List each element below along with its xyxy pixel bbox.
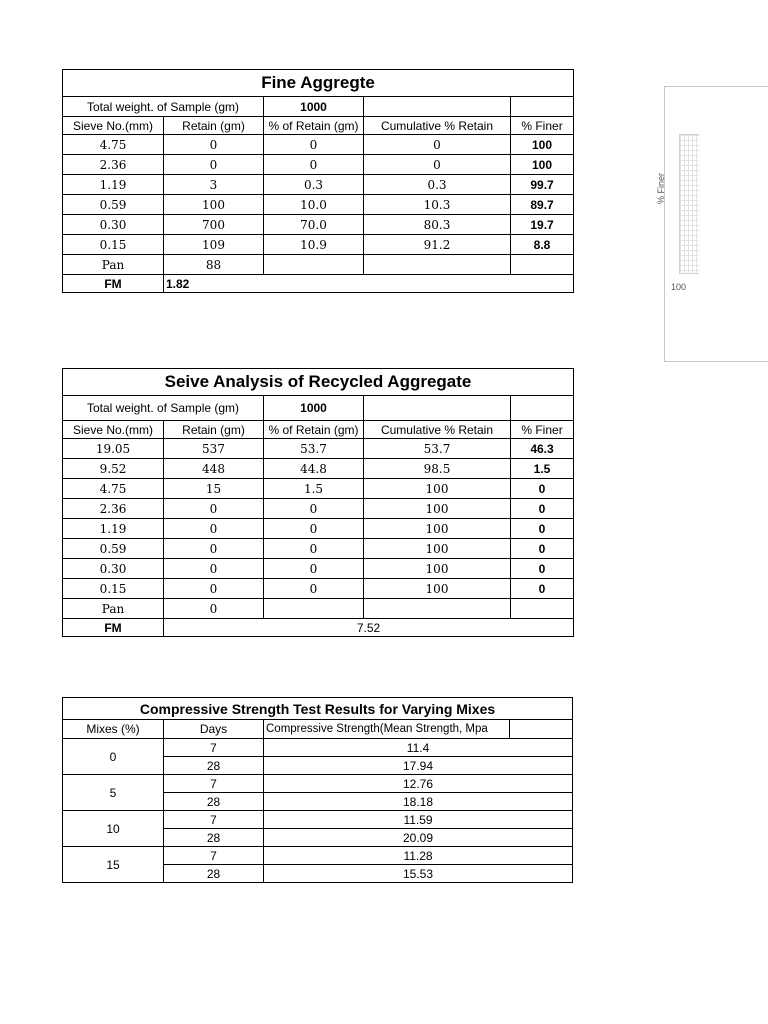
pct-finer-cell: 19.7 [511,215,574,235]
sample-weight-value: 1000 [264,97,364,117]
retain-gm-cell: 0 [164,579,264,599]
col-header-retain: Retain (gm) [164,421,264,439]
sieve-size-cell: 1.19 [63,519,164,539]
cumulative-retain-cell: 10.3 [364,195,511,215]
pan-label: Pan [63,599,164,619]
sieve-size-cell: 0.15 [63,235,164,255]
table-row [63,847,573,865]
col-header-strength: Compressive Strength(Mean Strength, Mpa [264,720,510,739]
pct-finer-cell: 89.7 [511,195,574,215]
days-cell: 7 [164,775,264,793]
strength-cell: 17.94 [264,757,573,775]
fine-aggregate-title: Fine Aggregte [63,70,574,97]
pct-finer-cell: 99.7 [511,175,574,195]
pan-label: Pan [63,255,164,275]
table-row [63,195,574,215]
cumulative-retain-cell: 53.7 [364,439,511,459]
pct-retain-cell: 10.9 [264,235,364,255]
pct-retain-cell: 44.8 [264,459,364,479]
pct-finer-cell: 100 [511,135,574,155]
pct-retain-cell: 0 [264,579,364,599]
mix-percent-cell: 0 [63,739,164,775]
fm-label: FM [63,619,164,637]
empty-cell [364,396,511,421]
retain-gm-cell: 0 [164,135,264,155]
cumulative-retain-cell: 100 [364,519,511,539]
empty-cell [511,599,574,619]
pct-retain-cell: 10.0 [264,195,364,215]
retain-gm-cell: 0 [164,499,264,519]
fm-label: FM [63,275,164,293]
table-row [63,519,574,539]
pct-retain-cell: 53.7 [264,439,364,459]
pct-retain-cell: 0 [264,539,364,559]
sieve-size-cell: 2.36 [63,155,164,175]
retain-gm-cell: 100 [164,195,264,215]
empty-cell [511,255,574,275]
mix-percent-cell: 15 [63,847,164,883]
strength-cell: 11.4 [264,739,573,757]
table-row [63,439,574,459]
pct-finer-cell: 46.3 [511,439,574,459]
sieve-size-cell: 0.59 [63,539,164,559]
col-header-retain: Retain (gm) [164,117,264,135]
pct-retain-cell: 0 [264,499,364,519]
col-header-finer: % Finer [511,421,574,439]
fine-aggregate-rows [63,135,574,255]
retain-gm-cell: 109 [164,235,264,255]
pct-finer-cell: 0 [511,559,574,579]
empty-cell [511,97,574,117]
days-cell: 7 [164,811,264,829]
pct-finer-cell: 0 [511,579,574,599]
pan-retain: 88 [164,255,264,275]
table-row [63,175,574,195]
retain-gm-cell: 0 [164,519,264,539]
empty-cell [510,720,573,739]
cumulative-retain-cell: 100 [364,499,511,519]
strength-cell: 12.76 [264,775,573,793]
sieve-size-cell: 0.59 [63,195,164,215]
empty-cell [364,97,511,117]
col-header-cumulative: Cumulative % Retain [364,421,511,439]
pct-finer-cell: 8.8 [511,235,574,255]
pct-retain-cell: 0 [264,155,364,175]
pct-retain-cell: 70.0 [264,215,364,235]
fm-value: 7.52 [164,619,574,637]
sieve-size-cell: 2.36 [63,499,164,519]
col-header-days: Days [164,720,264,739]
compressive-strength-table [62,697,573,883]
col-header-pct-retain: % of Retain (gm) [264,421,364,439]
chart-y-axis-label: % Finer [656,172,666,204]
days-cell: 28 [164,793,264,811]
pct-finer-cell: 0 [511,499,574,519]
table-row [63,539,574,559]
col-header-finer: % Finer [511,117,574,135]
cumulative-retain-cell: 100 [364,479,511,499]
sieve-size-cell: 0.30 [63,215,164,235]
chart-x-tick-label: 100 [671,282,687,292]
retain-gm-cell: 700 [164,215,264,235]
cumulative-retain-cell: 100 [364,559,511,579]
sieve-size-cell: 4.75 [63,479,164,499]
days-cell: 7 [164,739,264,757]
strength-cell: 18.18 [264,793,573,811]
sample-weight-label: Total weight. of Sample (gm) [63,396,264,421]
sieve-size-cell: 0.15 [63,579,164,599]
table-row [63,499,574,519]
retain-gm-cell: 3 [164,175,264,195]
strength-cell: 20.09 [264,829,573,847]
table-row [63,775,573,793]
retain-gm-cell: 0 [164,155,264,175]
recycled-aggregate-rows [63,439,574,599]
pct-retain-cell: 0 [264,519,364,539]
table-row [63,559,574,579]
table-row [63,135,574,155]
table-row [63,215,574,235]
empty-cell [364,599,511,619]
sample-weight-label: Total weight. of Sample (gm) [63,97,264,117]
sieve-size-cell: 4.75 [63,135,164,155]
table-row [63,811,573,829]
col-header-mixes: Mixes (%) [63,720,164,739]
col-header-pct-retain: % of Retain (gm) [264,117,364,135]
compressive-strength-rows [63,739,573,883]
table-row [63,579,574,599]
retain-gm-cell: 0 [164,539,264,559]
finer-chart-plot-area [679,134,699,274]
col-header-cumulative: Cumulative % Retain [364,117,511,135]
table-row [63,155,574,175]
sieve-size-cell: 1.19 [63,175,164,195]
cumulative-retain-cell: 100 [364,579,511,599]
recycled-aggregate-table [62,368,574,637]
sample-weight-value: 1000 [264,396,364,421]
retain-gm-cell: 537 [164,439,264,459]
fm-value: 1.82 [164,275,574,293]
recycled-aggregate-title: Seive Analysis of Recycled Aggregate [63,369,574,396]
sieve-size-cell: 0.30 [63,559,164,579]
retain-gm-cell: 15 [164,479,264,499]
strength-cell: 11.59 [264,811,573,829]
compressive-strength-title: Compressive Strength Test Results for Varying Mixes [63,698,573,720]
col-header-sieve: Sieve No.(mm) [63,117,164,135]
days-cell: 7 [164,847,264,865]
cumulative-retain-cell: 0 [364,155,511,175]
sieve-size-cell: 19.05 [63,439,164,459]
empty-cell [511,396,574,421]
pct-finer-cell: 1.5 [511,459,574,479]
empty-cell [264,255,364,275]
empty-cell [264,599,364,619]
pan-retain: 0 [164,599,264,619]
days-cell: 28 [164,865,264,883]
col-header-sieve: Sieve No.(mm) [63,421,164,439]
pct-retain-cell: 0.3 [264,175,364,195]
pct-retain-cell: 1.5 [264,479,364,499]
mix-percent-cell: 5 [63,775,164,811]
table-row [63,739,573,757]
cumulative-retain-cell: 80.3 [364,215,511,235]
cumulative-retain-cell: 98.5 [364,459,511,479]
days-cell: 28 [164,829,264,847]
empty-cell [364,255,511,275]
cumulative-retain-cell: 0 [364,135,511,155]
pct-finer-cell: 100 [511,155,574,175]
cumulative-retain-cell: 0.3 [364,175,511,195]
pct-retain-cell: 0 [264,135,364,155]
fine-aggregate-table [62,69,574,293]
pct-finer-cell: 0 [511,539,574,559]
pct-finer-cell: 0 [511,479,574,499]
retain-gm-cell: 0 [164,559,264,579]
strength-cell: 11.28 [264,847,573,865]
cumulative-retain-cell: 91.2 [364,235,511,255]
days-cell: 28 [164,757,264,775]
pct-retain-cell: 0 [264,559,364,579]
table-row [63,479,574,499]
strength-cell: 15.53 [264,865,573,883]
retain-gm-cell: 448 [164,459,264,479]
sieve-size-cell: 9.52 [63,459,164,479]
table-row [63,235,574,255]
cumulative-retain-cell: 100 [364,539,511,559]
table-row [63,459,574,479]
pct-finer-cell: 0 [511,519,574,539]
mix-percent-cell: 10 [63,811,164,847]
